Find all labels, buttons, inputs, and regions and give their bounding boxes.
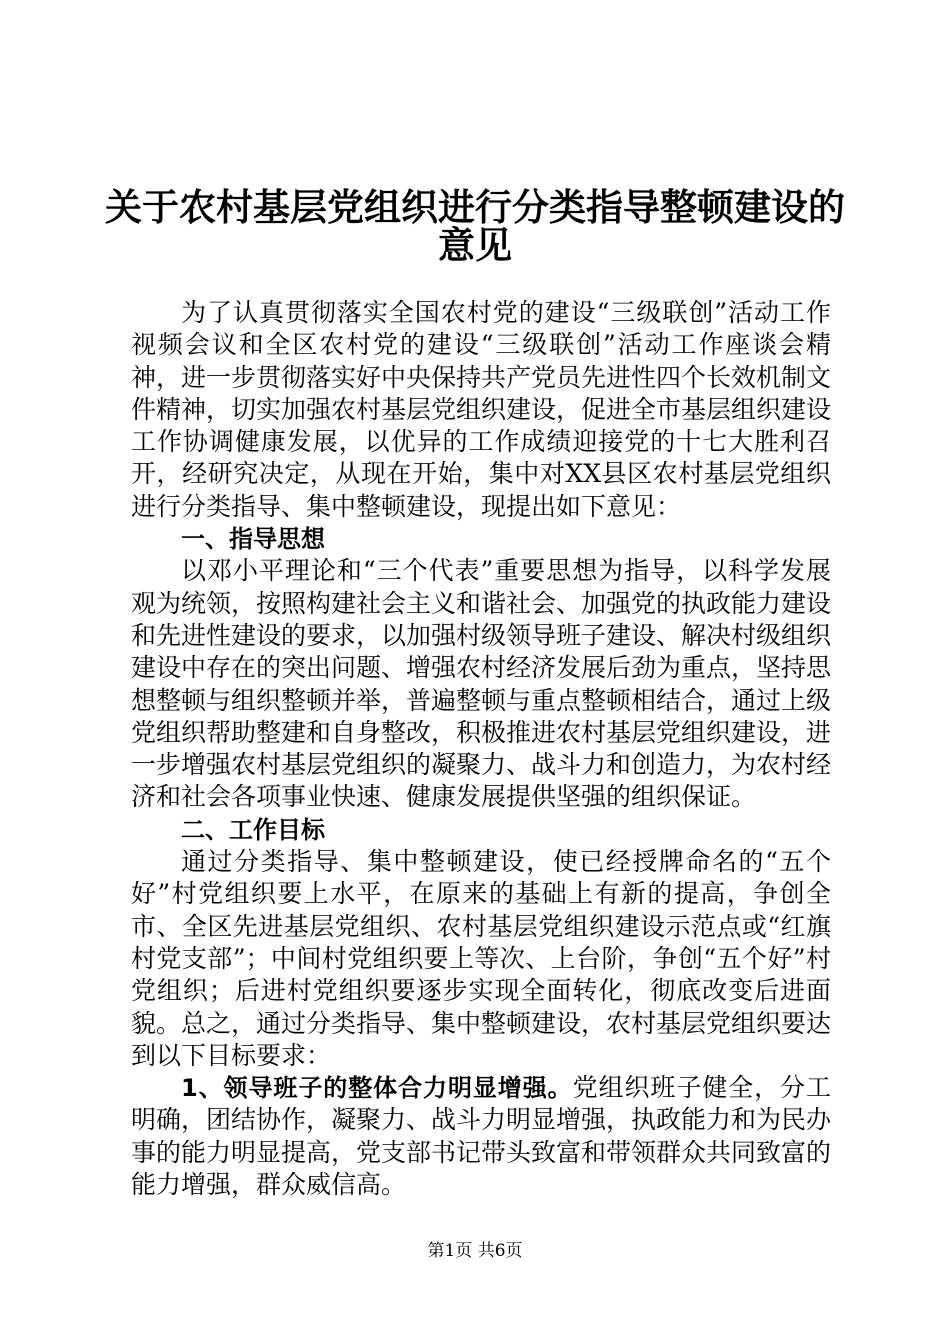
item-1-text: 党组织班子健全，分工明确，团结协作，凝聚力、战斗力明显增强，执政能力和为民办事的能力明显提高，党支部书记带头致富和带领群众共同致富的能力增强，群众威信高。	[131, 1073, 832, 1200]
document-body	[131, 297, 831, 1201]
section-1-heading: 一、指导思想	[181, 525, 325, 554]
intro-paragraph: 为了认真贯彻落实全国农村党的建设“三级联创”活动工作视频会议和全区农村党的建设“三级联创”活动工作座谈会精神，进一步贯彻落实好中央保持共产党员先进性四个长效机制文件精神，切实加强农村基层党组织建设，促进全市基层组织建设工作协调健康发展，以优异的工作成绩迎接党的十七大胜利召开，经研究决定，从现在开始，集中对XX县区农村基层党组织进行分类指导、集中整顿建设，现提出如下意见：	[131, 298, 832, 521]
document-title-line-1: 关于农村基层党组织进行分类指导整顿建设的	[105, 186, 845, 229]
section-1-paragraph: 以邓小平理论和“三个代表”重要思想为指导，以科学发展观为统领，按照构建社会主义和谐社会、加强党的执政能力建设和先进性建设的要求，以加强村级领导班子建设、解决村级组织建设中存在的突出问题、增强农村经济发展后劲为重点，坚持思想整顿与组织整顿并举，普遍整顿与重点整顿相结合，通过上级党组织帮助整建和自身整改，积极推进农村基层党组织建设，进一步增强农村基层党组织的凝聚力、战斗力和创造力，为农村经济和社会各项事业快速、健康发展提供坚强的组织保证。	[131, 556, 832, 812]
section-2-paragraph: 通过分类指导、集中整顿建设，使已经授牌命名的“五个好”村党组织要上水平，在原来的基础上有新的提高，争创全市、全区先进基层党组织、农村基层党组织建设示范点或“红旗村党支部”；中间村党组织要上等次、上台阶，争创“五个好”村党组织；后进村党组织要逐步实现全面转化，彻底改变后进面貌。总之，通过分类指导、集中整顿建设，农村基层党组织要达到以下目标要求：	[131, 847, 832, 1070]
document-title-line-2: 意见	[438, 224, 512, 267]
item-1-lead: 1、领导班子的整体合力明显增强。	[181, 1074, 573, 1103]
page-footer: 第1页 共6页	[427, 1241, 523, 1261]
item-1-paragraph	[131, 1072, 831, 1201]
section-2-heading: 二、工作目标	[181, 815, 325, 844]
